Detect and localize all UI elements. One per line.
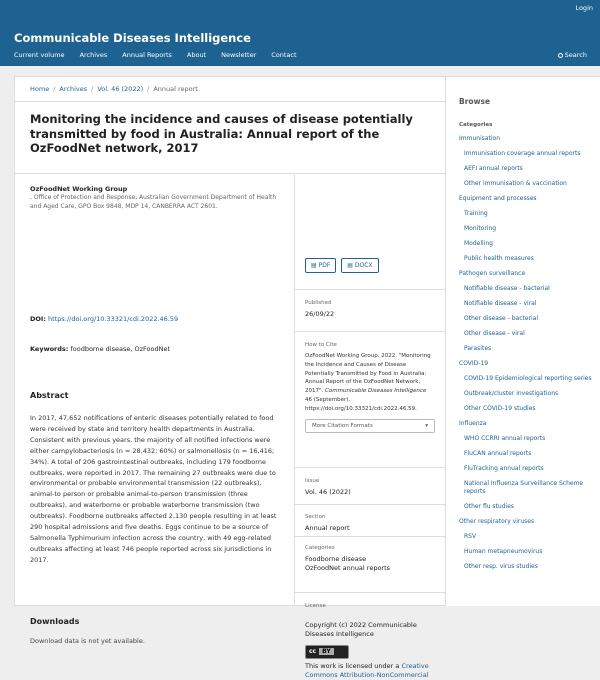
sidebar-category-link[interactable]: Training xyxy=(464,210,488,217)
main-nav xyxy=(14,51,312,59)
sidebar-category-link[interactable]: COVID-19 Epidemiological reporting series xyxy=(464,375,592,382)
sidebar-category-link[interactable]: Other resp. virus studies xyxy=(464,562,538,570)
downloads-text: Download data is not yet available. xyxy=(30,637,145,645)
breadcrumb-separator: / xyxy=(53,85,56,93)
sidebar-category-link[interactable]: FluCAN annual reports xyxy=(464,450,532,457)
breadcrumb-home[interactable]: Home xyxy=(30,85,50,93)
abstract-heading: Abstract xyxy=(30,391,69,400)
more-citation-formats-dropdown[interactable] xyxy=(305,419,435,433)
sidebar-category-link[interactable]: Modelling xyxy=(464,240,493,247)
category-link[interactable]: Foodborne disease xyxy=(305,555,367,563)
sidebar-category-link[interactable]: Public health measures xyxy=(464,255,534,262)
file-icon: ▤ xyxy=(347,262,355,269)
issue-label: Issue xyxy=(305,478,320,484)
pdf-button[interactable] xyxy=(305,258,336,273)
sidebar-category-link[interactable]: RSV xyxy=(464,532,477,540)
breadcrumb-separator: / xyxy=(91,85,94,93)
divider xyxy=(15,101,445,102)
article-title: Monitoring the incidence and causes of disease potentially transmitted by food in Australia: Annual report of the OzFoodNet network, 2017 xyxy=(30,112,413,155)
sidebar-category-link[interactable]: Equipment and processes xyxy=(459,195,537,202)
issue-section xyxy=(295,467,445,497)
article-main xyxy=(30,185,280,645)
license-label: License xyxy=(305,603,326,609)
published-label: Published xyxy=(305,300,332,306)
sidebar-category-link[interactable]: Notifiable disease - viral xyxy=(464,300,537,307)
published-section xyxy=(295,289,445,319)
nav-annual-reports[interactable]: Annual Reports xyxy=(122,51,172,59)
nav-current-volume[interactable]: Current volume xyxy=(14,51,65,59)
author-affiliation: , Office of Protection and Response, Australian Government Department of Health and Aged Care, GPO Box 9848, MDP 14, CANBERRA ACT 2601. xyxy=(30,194,277,210)
breadcrumb-separator: / xyxy=(147,85,150,93)
sidebar-category-link[interactable]: Other immunisation & vaccination xyxy=(464,180,567,187)
nav-about[interactable]: About xyxy=(186,51,207,59)
pdf-label: PDF xyxy=(318,262,331,269)
breadcrumb-current: Annual report xyxy=(153,85,198,93)
sidebar-category-link[interactable]: Other COVID-19 studies xyxy=(464,405,536,412)
docx-button[interactable] xyxy=(341,258,378,273)
nav-contact[interactable]: Contact xyxy=(271,51,297,59)
section-section xyxy=(295,504,445,533)
sidebar-category-link[interactable]: Pathogen surveillance xyxy=(459,270,526,277)
search-icon xyxy=(558,53,563,58)
section-value: Annual report xyxy=(305,524,350,532)
sidebar-category-link[interactable]: Other flu studies xyxy=(464,502,515,510)
author-name: OzFoodNet Working Group xyxy=(30,185,128,193)
file-icon: ▤ xyxy=(311,262,319,269)
search-label: Search xyxy=(564,51,587,59)
license-prefix: This work is licensed under a xyxy=(305,662,402,670)
sidebar-category-link[interactable]: Other disease - viral xyxy=(464,330,525,337)
nav-newsletter[interactable]: Newsletter xyxy=(221,51,257,59)
sidebar xyxy=(446,76,600,606)
citation-journal: Communicable Diseases Intelligence xyxy=(325,388,427,395)
search-link[interactable] xyxy=(558,51,587,59)
issue-link[interactable]: Vol. 46 (2022) xyxy=(305,488,351,496)
docx-label: DOCX xyxy=(354,262,373,269)
sidebar-category-link[interactable]: AEFI annual reports xyxy=(464,165,523,172)
citation-text xyxy=(305,352,433,414)
login-link[interactable]: Login xyxy=(575,4,593,12)
sidebar-category-link[interactable]: FluTracking annual reports xyxy=(464,465,544,472)
cc-by-text: BY xyxy=(319,648,334,655)
category-link[interactable]: OzFoodNet annual reports xyxy=(305,564,391,572)
citation-main: OzFoodNet Working Group. 2022. "Monitoring the Incidence and Causes of Disease Potentially Transmitted by Food in Australia: Annual Report of the OzFoodNet Network, 2017". xyxy=(305,353,431,395)
article-details xyxy=(294,174,445,679)
license-link[interactable]: Creative Commons Attribution-NonCommercial xyxy=(305,662,429,679)
sidebar-category-link[interactable]: National Influenza Surveillance Scheme reports xyxy=(464,480,584,495)
cite-label: How to Cite xyxy=(305,342,337,348)
category-list xyxy=(459,135,594,578)
more-formats-label: More Citation Formats xyxy=(312,422,373,429)
sidebar-category-link[interactable]: Monitoring xyxy=(464,225,497,232)
sidebar-category-link[interactable]: WHO CCRRI annual reports xyxy=(464,435,546,442)
keywords-row xyxy=(30,345,170,353)
categories-label: Categories xyxy=(305,545,335,551)
cite-section xyxy=(295,331,445,433)
keywords-value: foodborne disease, OzFoodNet xyxy=(70,345,171,353)
article-panel xyxy=(14,76,446,679)
doi-label: DOI: xyxy=(30,315,46,323)
published-date: 26/09/22 xyxy=(305,310,335,318)
sidebar-category-link[interactable]: COVID-19 xyxy=(459,360,489,367)
nav-archives[interactable]: Archives xyxy=(79,51,108,59)
license-section xyxy=(295,592,445,680)
sidebar-category-link[interactable]: Notifiable disease - bacterial xyxy=(464,285,550,292)
sidebar-category-link[interactable]: Parasites xyxy=(464,345,492,352)
sidebar-category-link[interactable]: Immunisation coverage annual reports xyxy=(464,150,581,157)
doi-link[interactable]: https://doi.org/10.33321/cdi.2022.46.59 xyxy=(48,315,179,323)
chevron-down-icon: ▾ xyxy=(425,422,428,429)
sidebar-category-link[interactable]: Outbreak/cluster investigations xyxy=(464,390,559,397)
license-statement xyxy=(305,662,445,680)
sidebar-category-link[interactable]: Immunisation xyxy=(459,135,501,142)
citation-rest: 46 (September). https://doi.org/10.33321/cdi.2022.46.59. xyxy=(305,396,417,412)
cc-logo-text: cc xyxy=(309,648,317,655)
breadcrumb-archives[interactable]: Archives xyxy=(59,85,88,93)
section-label: Section xyxy=(305,514,326,520)
doi-row xyxy=(30,315,178,323)
sidebar-category-link[interactable]: Other respiratory viruses xyxy=(459,517,535,525)
abstract-text: In 2017, 47,652 notifications of enteric diseases potentially related to food were received by state and territory health departments in Australia. Consistent with previous years, the majority of all notified infections were either campylobacteriosis (n = 28,432; 60%) or salmonellosis (n = 16,416; 34%). A total of 206 gastrointestinal outbreaks, including 179 foodborne outbreaks, were reported in 2017. The remaining 27 outbreaks were due to environmental or probable environmental transmission (22 outbreaks), animal-to person or probable animal-to-person transmission (three outbreaks), and waterborne or probable waterborne transmission (two outbreaks). Foodborne outbreaks affected 2,130 people resulting in at least 290 hospital admissions and five deaths. Eggs continue to be a source of Salmonella Typhimurium infection across the country, with 49 egg-related outbreaks affecting at least 746 people reported across six jurisdictions in 2017. xyxy=(30,414,277,564)
sidebar-category-link[interactable]: Influenza xyxy=(459,420,487,427)
categories-heading: Categories xyxy=(459,122,493,128)
galley-links xyxy=(305,258,384,273)
keywords-label: Keywords: xyxy=(30,345,69,353)
breadcrumb xyxy=(30,85,198,93)
license-copyright: Copyright (c) 2022 Communicable Diseases Intelligence xyxy=(305,621,417,638)
sidebar-category-link[interactable]: Human metapneumovirus xyxy=(464,547,543,555)
browse-title: Browse xyxy=(459,97,491,106)
cc-license-badge[interactable] xyxy=(305,645,349,659)
breadcrumb-volume[interactable]: Vol. 46 (2022) xyxy=(97,85,144,93)
downloads-heading: Downloads xyxy=(30,617,80,626)
sidebar-category-link[interactable]: Other disease - bacterial xyxy=(464,315,539,322)
categories-section xyxy=(295,536,445,573)
site-header xyxy=(0,0,600,66)
site-title[interactable]: Communicable Diseases Intelligence xyxy=(14,31,251,45)
